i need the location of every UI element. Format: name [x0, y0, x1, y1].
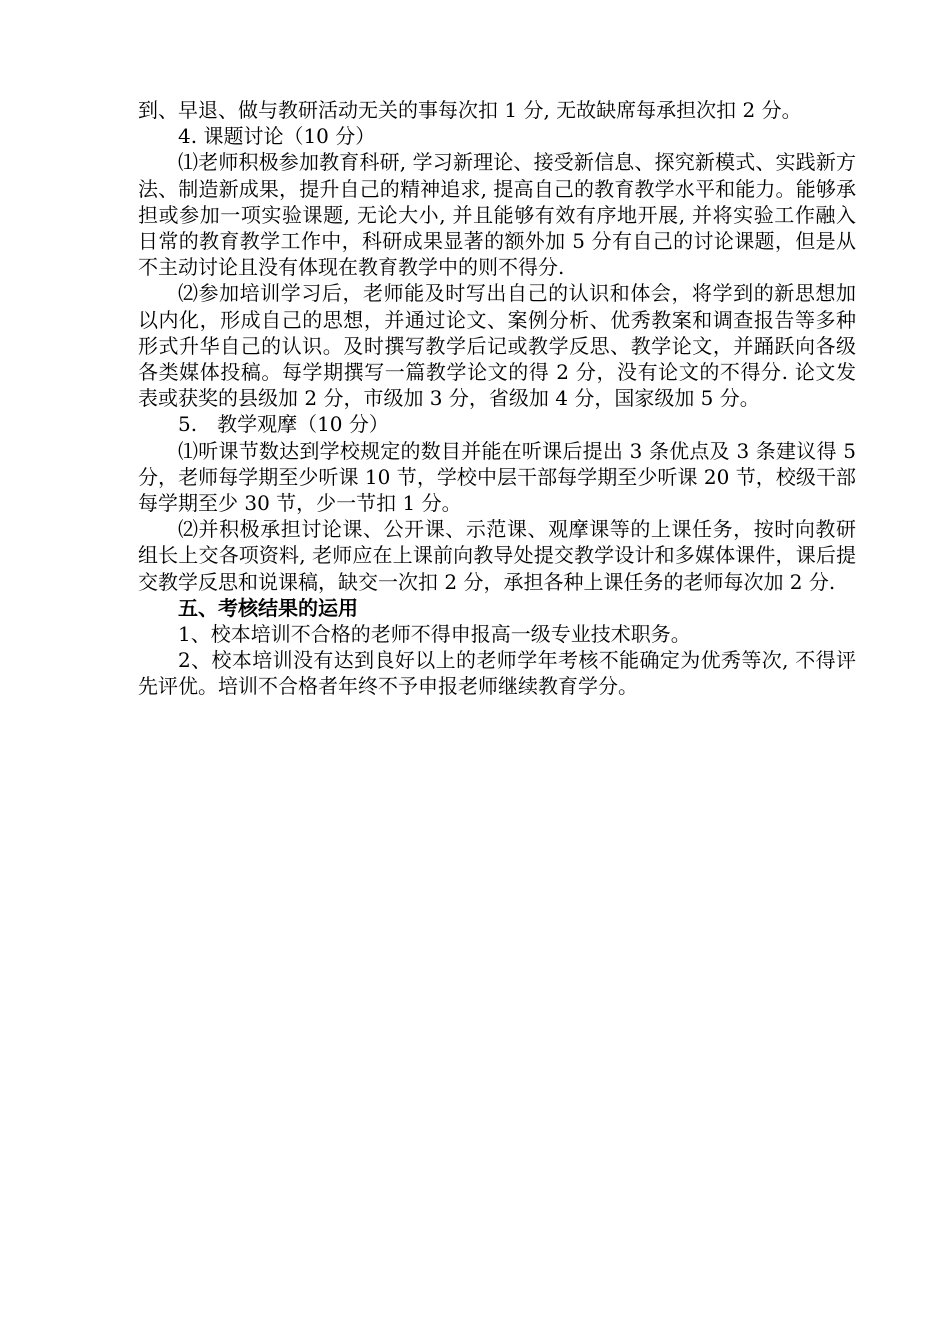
item-5-heading: 5. 教学观摩（10 分） — [178, 412, 389, 437]
item-5-point-1: ⑴听课节数达到学校规定的数目并能在听课后提出 3 条优点及 3 条建议得 5 分，老师每学期至少听课 10 节，学校中层干部每学期至少听课 20 节，校级干部每学期至少 30 节，少一节扣 1 分。 — [138, 438, 856, 516]
section-5-heading: 五、考核结果的运用 — [178, 595, 358, 620]
result-point-1: 1、校本培训不合格的老师不得申报高一级专业技术职务。 — [178, 622, 691, 647]
paragraph-continuation: 到、早退、做与教研活动无关的事每次扣 1 分, 无故缺席每承担次扣 2 分。 — [138, 98, 802, 122]
document-body — [138, 97, 856, 700]
item-4-point-2: ⑵参加培训学习后，老师能及时写出自己的认识和体会，将学到的新思想加以内化，形成自己的思想，并通过论文、案例分析、优秀教案和调查报告等多种形式升华自己的认识。及时撰写教学后记或教学反思、教学论文，并踊跃向各级各类媒体投稿。每学期撰写一篇教学论文的得 2 分，没有论文的不得分. 论文发表或获奖的县级加 2 分，市级加 3 分，省级加 4 分，国家级加 5 分。 — [138, 281, 856, 411]
item-4-point-1: ⑴老师积极参加教育科研, 学习新理论、接受新信息、探究新模式、实践新方法、制造新成果，提升自己的精神追求, 提高自己的教育教学水平和能力。能够承担或参加一项实验课题, 无论大小, 并且能够有效有序地开展, 并将实验工作融入日常的教育教学工作中，科研成果显著的额外加 5 分有自己的讨论课题，但是从不主动讨论且没有体现在教育教学中的则不得分. — [138, 150, 856, 280]
item-4-heading: 4. 课题讨论（10 分） — [178, 124, 376, 149]
result-point-2: 2、校本培训没有达到良好以上的老师学年考核不能确定为优秀等次, 不得评先评优。培训不合格者年终不予申报老师继续教育学分。 — [138, 648, 856, 699]
item-5-point-2: ⑵并积极承担讨论课、公开课、示范课、观摩课等的上课任务，按时向教研组长上交各项资料, 老师应在上课前向教导处提交教学设计和多媒体课件，课后提交教学反思和说课稿，缺交一次扣 2 分，承担各种上课任务的老师每次加 2 分. — [138, 517, 856, 594]
